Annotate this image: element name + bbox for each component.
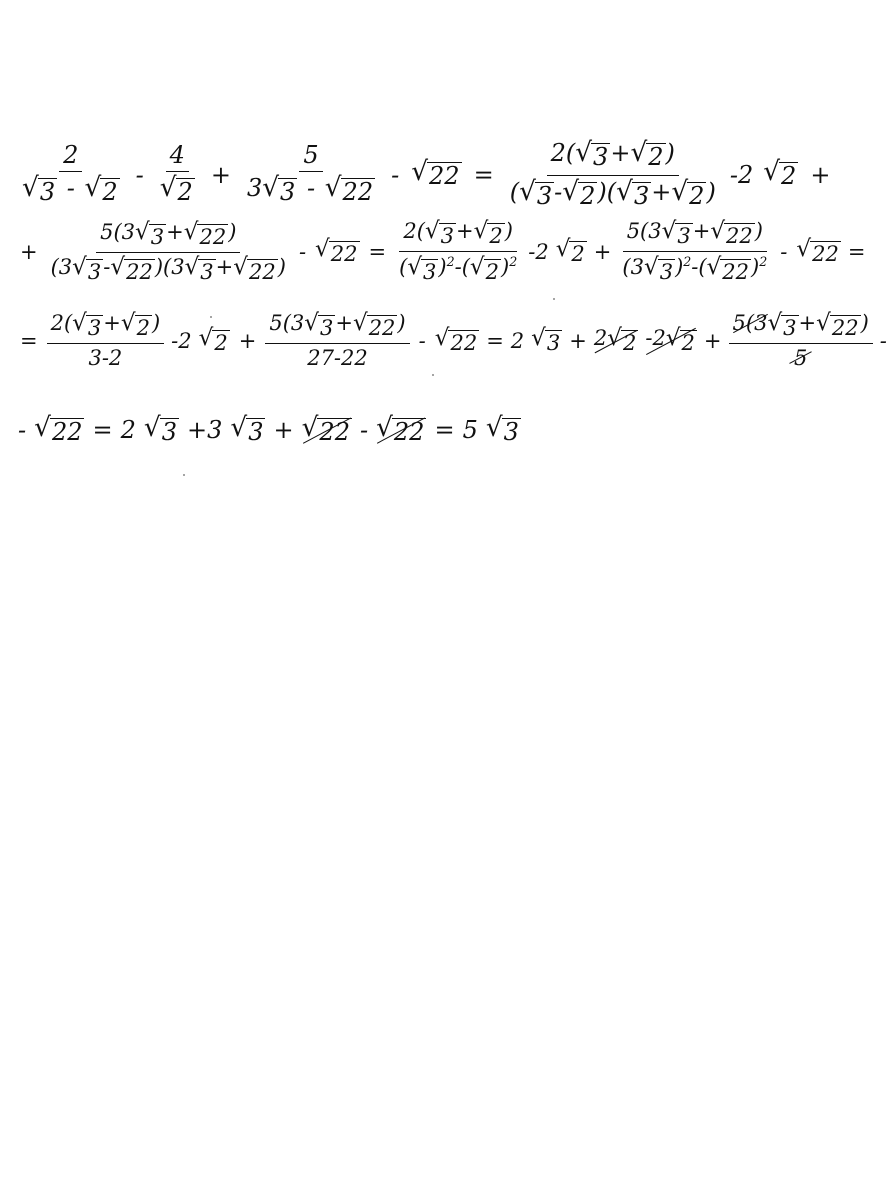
sqrt-icon: √ xyxy=(710,218,726,244)
exponent: 2 xyxy=(509,254,518,270)
radicand: 2 xyxy=(136,316,150,340)
sqrt-icon: √ xyxy=(183,218,199,245)
radical xyxy=(562,175,597,211)
radical xyxy=(22,172,57,207)
fraction xyxy=(243,143,379,207)
radical xyxy=(707,256,751,284)
cancelled-term xyxy=(594,326,638,355)
radicand: 3 xyxy=(319,316,334,340)
radicand: 3 xyxy=(536,181,553,210)
radical xyxy=(262,172,297,207)
sqrt-icon: √ xyxy=(575,137,593,168)
sqrt-icon: √ xyxy=(22,172,39,204)
radical xyxy=(353,312,397,340)
radicand: 22 xyxy=(368,316,396,340)
numerator xyxy=(623,220,767,252)
equation-line-2 xyxy=(18,220,865,284)
radicand: 22 xyxy=(249,259,276,284)
ink-speck xyxy=(210,316,212,318)
radicand: 3 xyxy=(161,417,177,446)
equals-sign: = xyxy=(473,161,494,190)
operator: + xyxy=(703,328,722,353)
radicand: 2 xyxy=(648,143,664,171)
result-coefficient: 5 xyxy=(462,416,478,445)
paren: ) xyxy=(751,255,760,280)
sqrt-icon: √ xyxy=(72,310,87,336)
radicand: 2 xyxy=(580,181,596,210)
operator: - xyxy=(103,254,111,279)
coefficient: 2( xyxy=(403,219,425,243)
radicand: 22 xyxy=(342,178,374,207)
radicand: 3 xyxy=(150,224,165,249)
radical xyxy=(796,238,840,266)
operator: - xyxy=(879,328,887,353)
fraction xyxy=(729,312,873,369)
radical xyxy=(666,327,697,355)
paren: ( xyxy=(509,177,520,206)
radicand: 3 xyxy=(39,178,56,207)
operator: + xyxy=(810,161,831,190)
paren: ) xyxy=(665,139,675,167)
coefficient: 5(3 xyxy=(626,219,662,243)
operator: + xyxy=(593,240,612,265)
sqrt-icon: √ xyxy=(665,325,681,352)
radicand: 3 xyxy=(423,260,437,285)
paren: ) xyxy=(754,219,763,243)
sqrt-icon: √ xyxy=(135,218,150,245)
radical xyxy=(407,256,438,284)
operator: - xyxy=(359,416,369,445)
sqrt-icon: √ xyxy=(661,218,677,244)
radicand: 3 xyxy=(659,260,674,285)
operator: - xyxy=(66,174,75,203)
radicand: 22 xyxy=(812,242,839,267)
radical xyxy=(616,175,651,211)
radical xyxy=(183,218,228,249)
radical xyxy=(710,220,754,248)
sqrt-icon: √ xyxy=(607,325,622,352)
numerator xyxy=(399,220,517,252)
radicand: 2 xyxy=(571,242,585,267)
radicand: 22 xyxy=(51,417,83,446)
radical xyxy=(72,312,103,340)
radical xyxy=(474,220,505,248)
operator: - xyxy=(780,240,788,265)
radical xyxy=(110,253,154,284)
radical xyxy=(434,324,479,355)
sqrt-icon: √ xyxy=(816,310,831,336)
numerator xyxy=(47,312,165,344)
sqrt-icon: √ xyxy=(198,324,214,351)
radical xyxy=(485,411,521,447)
sqrt-icon: √ xyxy=(34,411,51,443)
numerator: 2 xyxy=(59,143,82,172)
radical xyxy=(671,175,706,211)
radical xyxy=(121,312,152,340)
operator: + xyxy=(210,161,231,190)
radical xyxy=(767,312,798,340)
numerator xyxy=(729,312,873,344)
sqrt-icon: √ xyxy=(671,175,689,207)
coefficient: 2( xyxy=(50,311,73,335)
denominator xyxy=(47,253,290,284)
radicand: 2 xyxy=(622,331,637,356)
operator: + xyxy=(103,311,121,335)
sqrt-icon: √ xyxy=(230,411,248,443)
equation-line-4 xyxy=(18,411,521,447)
denominator xyxy=(618,252,771,284)
equation-line-3 xyxy=(18,312,887,369)
cancelled-term xyxy=(645,326,697,355)
radical xyxy=(816,312,860,340)
radical xyxy=(159,172,195,207)
operator: - xyxy=(18,416,27,445)
numerator xyxy=(265,312,409,344)
sqrt-icon: √ xyxy=(796,236,812,263)
exponent: 2 xyxy=(683,254,692,270)
radicand: 22 xyxy=(726,224,753,248)
sqrt-icon: √ xyxy=(315,236,330,263)
paren: )( xyxy=(597,177,617,206)
paren: ) xyxy=(438,255,447,280)
sqrt-icon: √ xyxy=(159,172,177,204)
numerator: 5 xyxy=(299,143,322,172)
operator: + xyxy=(692,219,711,243)
denominator xyxy=(395,252,521,284)
radical xyxy=(662,220,693,248)
sqrt-icon: √ xyxy=(767,310,783,336)
sqrt-icon: √ xyxy=(411,156,429,188)
numerator xyxy=(547,137,679,176)
operator: -( xyxy=(454,255,470,280)
radicand: 3 xyxy=(546,330,561,355)
term: -2 xyxy=(645,326,666,351)
denominator xyxy=(156,172,199,207)
radical xyxy=(630,137,665,172)
ink-speck xyxy=(183,474,185,476)
radical xyxy=(230,411,265,447)
fraction xyxy=(506,137,720,210)
radical xyxy=(198,324,230,355)
sqrt-icon: √ xyxy=(630,137,648,168)
sqrt-icon: √ xyxy=(262,172,280,204)
operator: - xyxy=(298,240,307,265)
numerator: 4 xyxy=(166,143,189,172)
radicand: 3 xyxy=(633,181,650,210)
radical xyxy=(304,312,335,340)
equals-sign: = xyxy=(368,240,387,265)
term: 2 xyxy=(120,416,136,445)
sqrt-icon: √ xyxy=(407,254,423,281)
radical xyxy=(34,411,84,447)
sqrt-icon: √ xyxy=(233,253,248,280)
paren: ) xyxy=(228,219,237,244)
denominator xyxy=(18,172,124,207)
coefficient: 5(3 xyxy=(100,219,136,244)
equals-sign: = xyxy=(434,416,455,445)
equals-sign: = xyxy=(847,240,866,265)
operator: - xyxy=(554,177,563,206)
operator: - xyxy=(418,328,426,353)
radical xyxy=(301,412,352,447)
fraction xyxy=(618,220,771,284)
radicand: 2 xyxy=(681,331,695,356)
cancelled-term xyxy=(302,414,352,447)
operator: + xyxy=(273,416,294,445)
radical xyxy=(72,253,103,284)
cancelled-denominator: 5 xyxy=(790,344,811,369)
radicand: 22 xyxy=(393,418,425,446)
radicand: 22 xyxy=(199,224,227,249)
paren: ) xyxy=(151,311,161,335)
sqrt-icon: √ xyxy=(110,253,126,280)
sqrt-icon: √ xyxy=(143,411,161,443)
coefficient: (3 xyxy=(50,254,73,279)
term: +3 xyxy=(186,416,223,445)
sqrt-icon: √ xyxy=(434,324,450,351)
radical xyxy=(135,218,166,249)
sqrt-icon: √ xyxy=(120,310,136,336)
radicand: 3 xyxy=(280,178,296,207)
cancelled-coefficient: 5(3 xyxy=(732,311,768,335)
sqrt-icon: √ xyxy=(352,310,368,336)
sqrt-icon: √ xyxy=(706,254,722,281)
paren: ) xyxy=(277,254,286,279)
sqrt-icon: √ xyxy=(301,412,319,443)
sqrt-icon: √ xyxy=(643,254,659,281)
radicand: 22 xyxy=(330,242,358,267)
denominator: 3-2 xyxy=(88,346,123,371)
sqrt-icon: √ xyxy=(616,175,633,207)
ink-speck xyxy=(432,374,434,376)
sqrt-icon: √ xyxy=(324,172,342,204)
sqrt-icon: √ xyxy=(531,324,546,351)
operator: + xyxy=(20,240,38,265)
paren: ) xyxy=(706,177,716,206)
paren: ) xyxy=(860,311,869,335)
radical xyxy=(575,137,610,172)
radicand: 2 xyxy=(485,260,500,285)
radicand: 3 xyxy=(87,316,102,340)
coefficient: 3 xyxy=(246,174,263,203)
radicand: 2 xyxy=(781,162,797,191)
term: 2 xyxy=(593,326,608,351)
operator: + xyxy=(798,311,817,335)
paren: ) xyxy=(501,255,510,280)
term: -2 xyxy=(528,240,549,265)
radicand: 22 xyxy=(450,330,478,355)
radicand: 3 xyxy=(440,224,455,248)
fraction xyxy=(395,220,521,284)
paren: (3 xyxy=(622,255,644,280)
radicand: 2 xyxy=(689,181,705,210)
cancelled-term xyxy=(376,414,426,447)
radical xyxy=(315,238,359,266)
operator: + xyxy=(456,219,474,243)
radical xyxy=(411,156,461,191)
equals-sign: = xyxy=(486,328,504,353)
sqrt-icon: √ xyxy=(562,175,580,207)
radicand: 3 xyxy=(593,143,609,171)
sqrt-icon: √ xyxy=(424,218,440,244)
sqrt-icon: √ xyxy=(376,412,393,443)
paren: ) xyxy=(675,255,684,280)
paren: ) xyxy=(504,219,513,243)
exponent: 2 xyxy=(759,254,768,270)
radical xyxy=(84,172,120,207)
sqrt-icon: √ xyxy=(72,253,87,280)
radicand: 3 xyxy=(87,259,102,284)
term: 2 xyxy=(510,328,525,353)
operator: + xyxy=(215,254,234,279)
fraction xyxy=(265,312,409,369)
radicand: 22 xyxy=(722,260,750,285)
radical xyxy=(425,220,456,248)
sqrt-icon: √ xyxy=(519,175,536,207)
fraction xyxy=(47,312,165,369)
radicand: 22 xyxy=(429,162,460,191)
denominator xyxy=(243,172,379,207)
paren: ) xyxy=(397,311,406,335)
exponent: 2 xyxy=(446,254,455,270)
sqrt-icon: √ xyxy=(184,253,200,280)
radicand: 2 xyxy=(489,224,503,248)
radical xyxy=(763,156,798,191)
radicand: 3 xyxy=(677,224,691,248)
paren: )(3 xyxy=(154,254,185,279)
radical xyxy=(233,253,277,284)
sqrt-icon: √ xyxy=(763,156,781,188)
operator: - xyxy=(135,161,144,190)
sqrt-icon: √ xyxy=(84,172,102,204)
fraction xyxy=(47,218,290,284)
radical xyxy=(531,324,562,355)
sqrt-icon: √ xyxy=(555,236,571,263)
ink-speck xyxy=(553,298,555,300)
radicand: 3 xyxy=(783,316,797,340)
sqrt-icon: √ xyxy=(304,310,319,336)
operator: + xyxy=(238,328,257,353)
radical xyxy=(644,256,675,284)
radical xyxy=(324,172,375,207)
radicand: 2 xyxy=(214,330,228,355)
radical xyxy=(470,256,501,284)
sqrt-icon: √ xyxy=(485,411,503,443)
equation-line-1 xyxy=(18,137,832,210)
radicand: 3 xyxy=(200,259,214,284)
radicand: 2 xyxy=(102,178,118,207)
paren: ( xyxy=(399,255,408,280)
radicand: 22 xyxy=(319,418,350,446)
operator: - xyxy=(391,161,400,190)
fraction xyxy=(18,143,124,207)
term: -2 xyxy=(729,161,754,190)
term: -2 xyxy=(171,328,192,353)
equals-sign: = xyxy=(92,416,113,445)
numerator xyxy=(96,218,240,253)
radicand: 22 xyxy=(126,259,153,284)
operator: + xyxy=(610,139,631,167)
denominator: 27-22 xyxy=(307,346,368,371)
radical xyxy=(184,253,216,284)
result-radicand: 3 xyxy=(503,417,519,446)
operator: + xyxy=(166,219,184,244)
fraction xyxy=(156,143,199,207)
operator: + xyxy=(651,177,672,206)
sqrt-icon: √ xyxy=(469,254,485,281)
radical xyxy=(519,175,554,211)
coefficient: 5(3 xyxy=(269,311,305,335)
operator: + xyxy=(569,328,587,353)
radical xyxy=(556,238,587,266)
operator: - xyxy=(306,174,316,203)
radicand: 3 xyxy=(248,417,264,446)
radicand: 2 xyxy=(177,178,193,207)
radical xyxy=(607,327,638,355)
radical xyxy=(376,412,426,447)
equals-sign: = xyxy=(20,328,38,353)
operator: -( xyxy=(691,255,707,280)
denominator xyxy=(506,176,720,211)
coefficient: 2( xyxy=(550,139,576,167)
operator: + xyxy=(335,311,353,335)
radical xyxy=(143,411,179,447)
sqrt-icon: √ xyxy=(473,218,489,244)
radicand: 22 xyxy=(831,316,859,340)
